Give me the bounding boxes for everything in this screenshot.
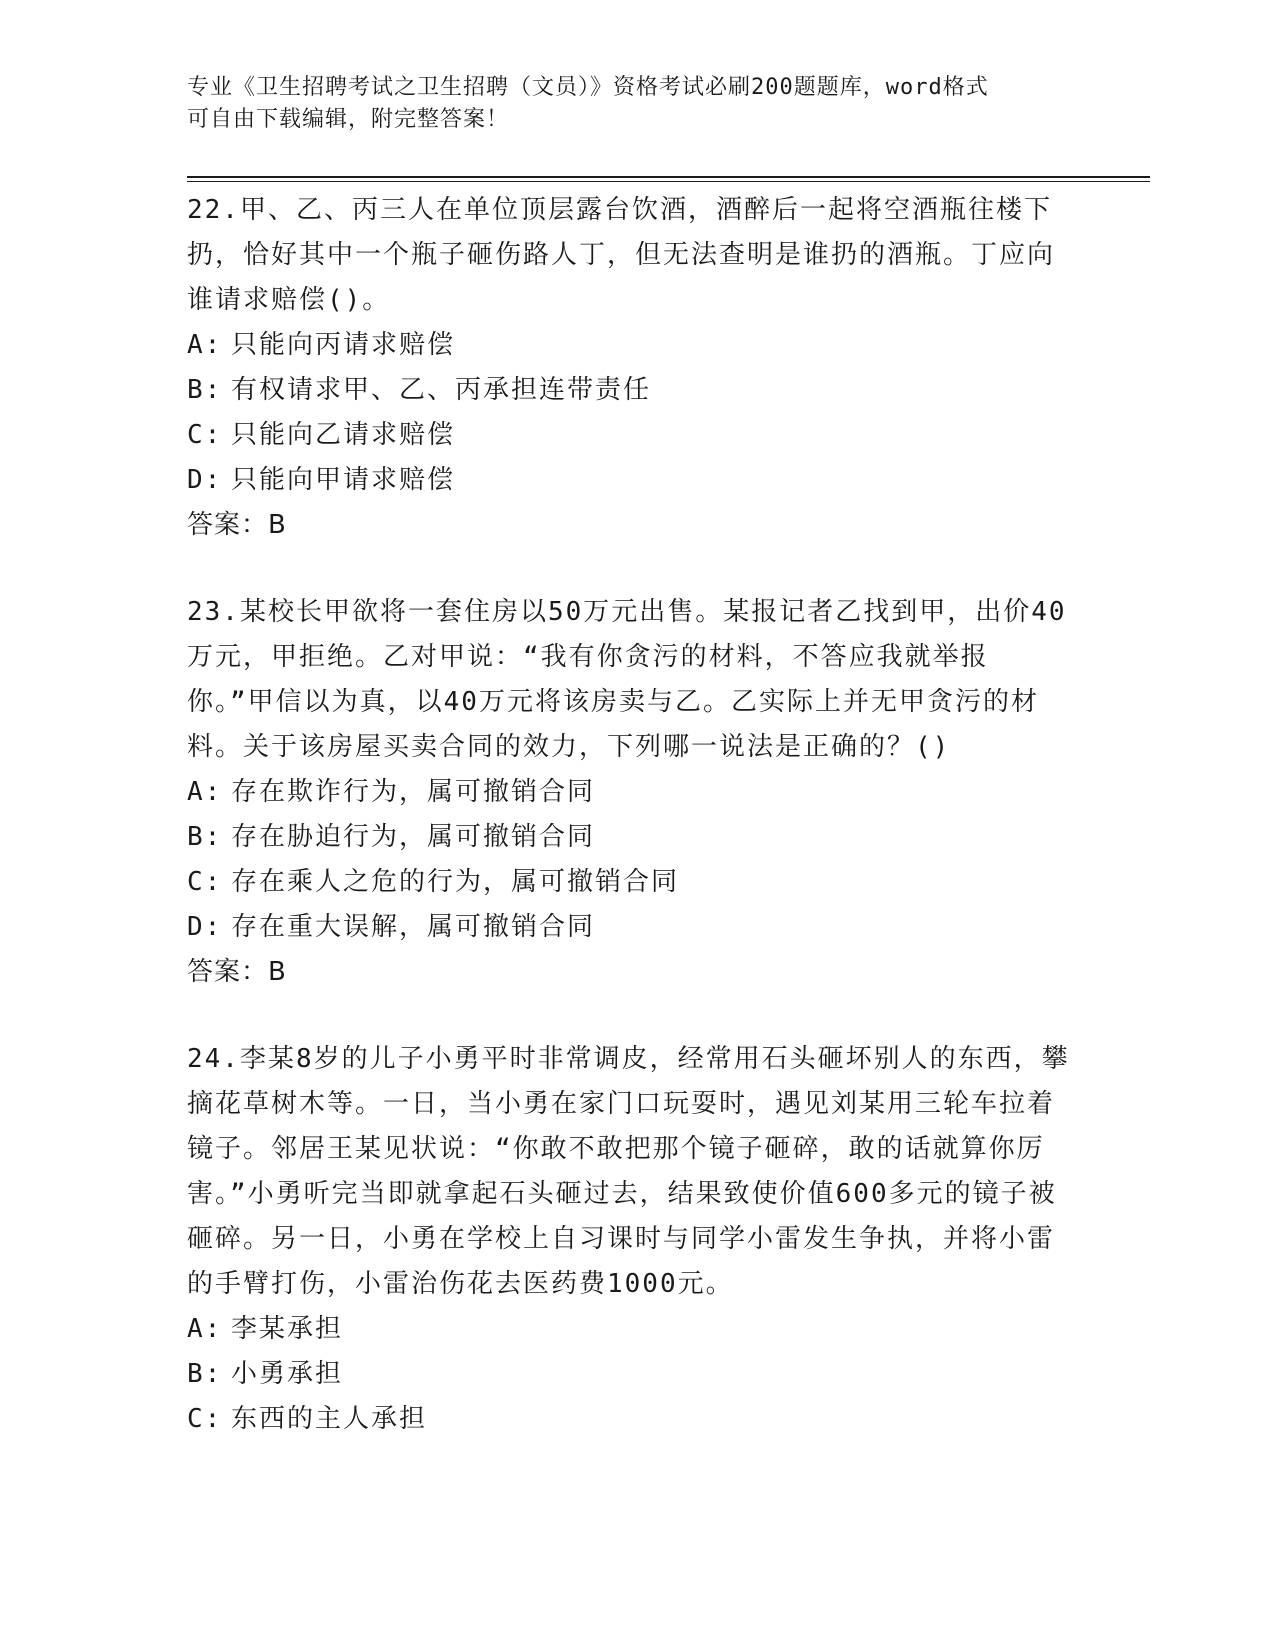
option-text: 只能向甲请求赔偿: [231, 465, 456, 495]
question-23: [187, 590, 1077, 995]
option-text: 存在乘人之危的行为，属可撤销合同: [231, 867, 680, 897]
option-d: [187, 905, 1077, 950]
answer-label: 答案：B: [187, 957, 287, 987]
option-text: 小勇承担: [231, 1359, 344, 1389]
option-letter: D:: [187, 912, 223, 942]
option-c: [187, 860, 1077, 905]
option-letter: C:: [187, 420, 223, 450]
answer-label: 答案：B: [187, 510, 287, 540]
option-c: [187, 1397, 1077, 1442]
question-text: 22.甲、乙、丙三人在单位顶层露台饮酒，酒醉后一起将空酒瓶往楼下扔，恰好其中一个瓶子砸伤路人丁，但无法查明是谁扔的酒瓶。丁应向谁请求赔偿()。: [187, 195, 1056, 315]
option-letter: A:: [187, 777, 223, 807]
document-header: [187, 72, 1087, 136]
option-c: [187, 413, 1077, 458]
option-letter: D:: [187, 465, 223, 495]
option-text: 存在胁迫行为，属可撤销合同: [231, 822, 596, 852]
question-22: [187, 188, 1077, 548]
option-b: [187, 815, 1077, 860]
option-text: 存在欺诈行为，属可撤销合同: [231, 777, 596, 807]
option-letter: C:: [187, 867, 223, 897]
option-a: [187, 770, 1077, 815]
question-text: 24.李某8岁的儿子小勇平时非常调皮，经常用石头砸坏别人的东西，攀摘花草树木等。一日，当小勇在家门口玩耍时，遇见刘某用三轮车拉着镜子。邻居王某见状说：“你敢不敢把那个镜子砸碎，敢的话就算你厉害。”小勇听完当即就拿起石头砸过去，结果致使价值600多元的镜子被砸碎。另一日，小勇在学校上自习课时与同学小雷发生争执，并将小雷的手臂打伤，小雷治伤花去医药费1000元。: [187, 1044, 1070, 1299]
option-text: 东西的主人承担: [231, 1404, 428, 1434]
header-line-2: 可自由下载编辑，附完整答案！: [187, 107, 510, 132]
option-text: 存在重大误解，属可撤销合同: [231, 912, 596, 942]
option-letter: C:: [187, 1404, 223, 1434]
option-text: 李某承担: [231, 1314, 344, 1344]
option-letter: A:: [187, 330, 223, 360]
option-a: [187, 1307, 1077, 1352]
option-text: 只能向乙请求赔偿: [231, 420, 456, 450]
question-list: [187, 188, 1077, 1484]
option-d: [187, 458, 1077, 503]
question-text: 23.某校长甲欲将一套住房以50万元出售。某报记者乙找到甲，出价40万元，甲拒绝。乙对甲说：“我有你贪污的材料，不答应我就举报你。”甲信以为真，以40万元将该房卖与乙。乙实际上并无甲贪污的材料。关于该房屋买卖合同的效力，下列哪一说法是正确的？(): [187, 597, 1067, 762]
option-letter: B:: [187, 822, 223, 852]
option-b: [187, 368, 1077, 413]
header-divider-thin: [187, 181, 1150, 182]
option-text: 只能向丙请求赔偿: [231, 330, 456, 360]
option-letter: A:: [187, 1314, 223, 1344]
option-a: [187, 323, 1077, 368]
question-24: [187, 1037, 1077, 1442]
header-divider: [187, 176, 1150, 178]
option-text: 有权请求甲、乙、丙承担连带责任: [231, 375, 652, 405]
option-b: [187, 1352, 1077, 1397]
option-letter: B:: [187, 375, 223, 405]
option-letter: B:: [187, 1359, 223, 1389]
header-line-1: 专业《卫生招聘考试之卫生招聘（文员）》资格考试必刷200题题库，word格式: [187, 75, 989, 100]
